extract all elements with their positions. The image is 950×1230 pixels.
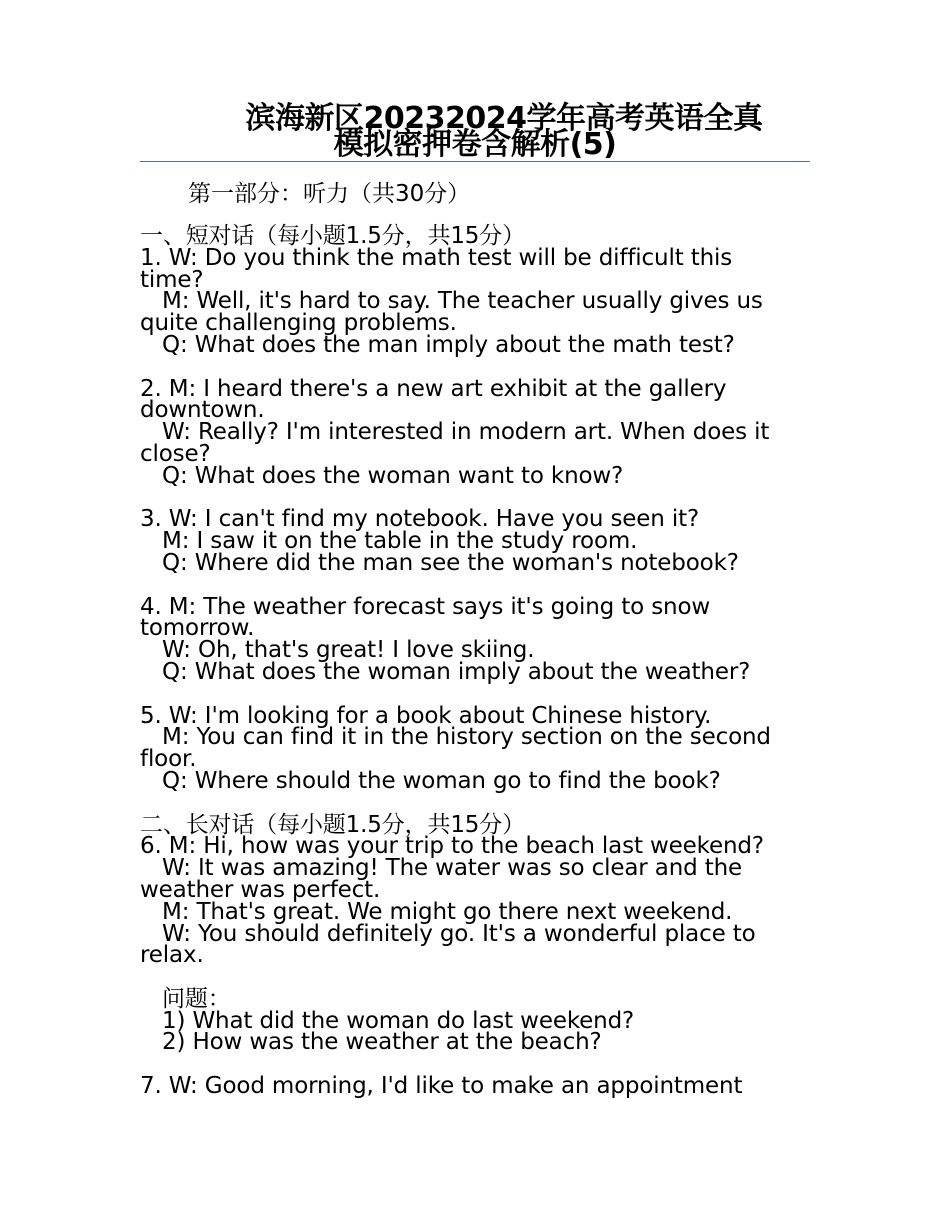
question-line: downtown.	[140, 397, 265, 424]
question-line: W: It was amazing! The water was so clear and the	[162, 855, 743, 882]
question-prompt: 2) How was the weather at the beach?	[162, 1029, 602, 1056]
question-line: W: You should definitely go. It's a wonderful place to	[162, 920, 756, 947]
question-line: 4. M: The weather forecast says it's going to snow	[140, 593, 711, 620]
section-heading: 一、短对话（每小题1.5分，共15分）	[140, 223, 525, 249]
question-line: quite challenging problems.	[140, 310, 457, 337]
document-title	[140, 101, 810, 162]
question-line: Q: Where did the man see the woman's notebook?	[162, 549, 739, 576]
blank-line	[140, 967, 810, 989]
question-prompt: 问题：	[162, 985, 231, 1012]
title-divider	[140, 161, 810, 162]
question-line: M: Well, it's hard to say. The teacher usually gives us	[162, 288, 763, 315]
question-line: 7. W: Good morning, I'd like to make an appointment	[140, 1073, 743, 1100]
question-line: 5. W: I'm looking for a book about Chinese history.	[140, 702, 712, 729]
question-line: Q: What does the woman want to know?	[162, 462, 624, 489]
question-line: Q: Where should the woman go to find the book?	[162, 767, 721, 794]
question-line: 1. W: Do you think the math test will be difficult this	[140, 244, 733, 271]
question-prompt: 1) What did the woman do last weekend?	[162, 1007, 635, 1034]
question-line: close?	[140, 440, 211, 467]
question-line: 3. W: I can't find my notebook. Have you seen it?	[140, 506, 700, 533]
title-line-2: 模拟密押卷含解析(5)	[333, 127, 617, 162]
question-line: floor.	[140, 746, 197, 773]
question-line: 2. M: I heard there's a new art exhibit at the gallery	[140, 375, 727, 402]
document-body	[140, 223, 810, 1100]
part-heading: 第一部分：听力（共30分）	[188, 181, 471, 207]
question-line: W: Oh, that's great! I love skiing.	[162, 637, 535, 664]
section-heading: 二、长对话（每小题1.5分，共15分）	[140, 811, 525, 838]
question-line: W: Really? I'm interested in modern art. When does it	[162, 419, 770, 446]
question-line: Q: What does the man imply about the math test?	[162, 331, 735, 358]
question-line: Q: What does the woman imply about the weather?	[162, 658, 751, 685]
question-line: tomorrow.	[140, 615, 255, 642]
title-line-1: 滨海新区20232024学年高考英语全真	[245, 101, 763, 136]
question-line: relax.	[140, 942, 204, 969]
question-line: time?	[140, 266, 204, 293]
question-line: weather was perfect.	[140, 876, 381, 903]
question-line: M: I saw it on the table in the study room.	[162, 528, 638, 555]
question-line: M: You can find it in the history section on the second	[162, 724, 771, 751]
question-line: M: That's great. We might go there next weekend.	[162, 898, 733, 925]
question-line: 6. M: Hi, how was your trip to the beach last weekend?	[140, 833, 764, 860]
